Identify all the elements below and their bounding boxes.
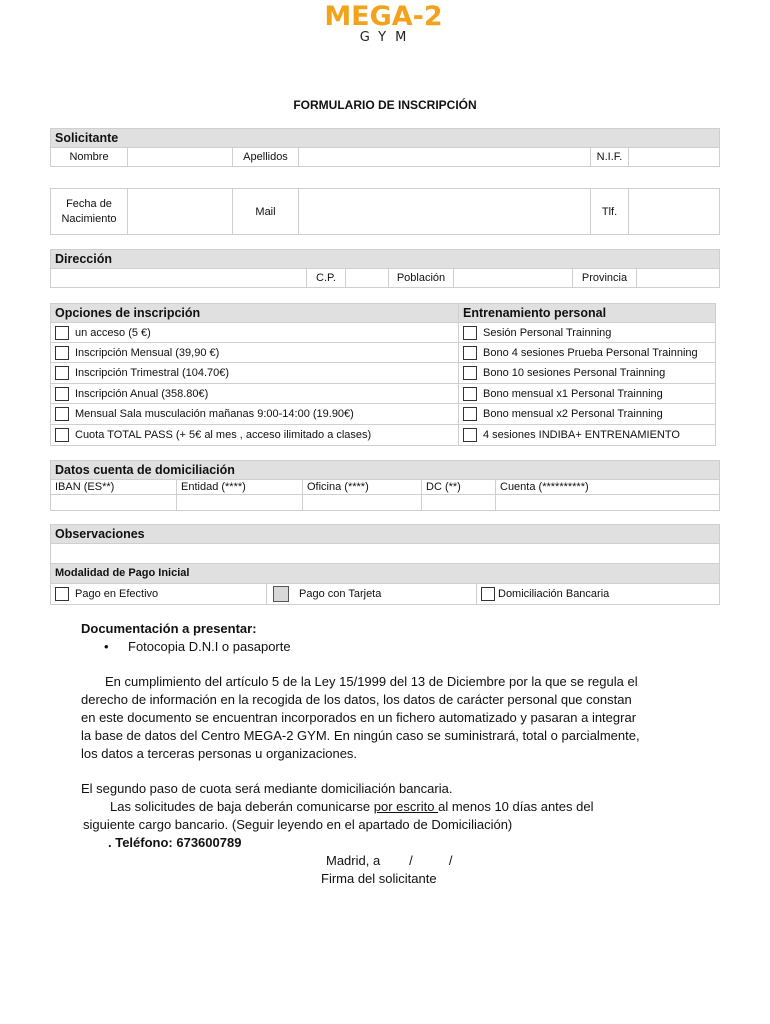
pago-efectivo-option[interactable] [50, 583, 267, 605]
checkbox-icon[interactable] [463, 366, 477, 380]
option-anual[interactable] [50, 383, 459, 404]
pago-domiciliacion-label: Domiciliación Bancaria [498, 588, 610, 600]
option-label: Inscripción Anual (358.80€) [75, 387, 209, 400]
option-un-acceso[interactable] [50, 322, 459, 343]
tlf-field[interactable] [628, 188, 720, 235]
option-label: Inscripción Trimestral (104.70€) [75, 367, 230, 379]
cp-label: C.P. [306, 268, 346, 288]
checkbox-icon[interactable] [463, 387, 477, 401]
option-label: Inscripción Mensual (39,90 €) [75, 346, 220, 359]
checkbox-icon[interactable] [55, 587, 69, 601]
option-label: un acceso (5 €) [75, 326, 151, 339]
logo-sub-text: GYM [359, 30, 416, 45]
pago-efectivo-label: Pago en Efectivo [75, 588, 159, 600]
gym-logo [316, 2, 451, 46]
option-label: Mensual Sala musculación mañanas 9:00-14:00 (19.90€) [75, 408, 354, 420]
legal-line-5: los datos a terceras personas u organizaciones. [81, 746, 358, 761]
baja-por-escrito: por escrito [373, 799, 439, 814]
poblacion-label: Población [388, 268, 454, 288]
option-label: Bono 4 sesiones Prueba Personal Trainning [483, 346, 698, 359]
baja-note-line2: siguiente cargo bancario. (Seguir leyendo en el apartado de Domiciliación) [83, 817, 513, 832]
fecha-nacimiento-line1: Fecha de [66, 197, 112, 210]
telefono: . Teléfono: 673600789 [108, 835, 242, 850]
baja-note [110, 798, 593, 817]
iban-field[interactable] [50, 494, 177, 511]
checkbox-icon[interactable] [55, 428, 69, 442]
dc-label: DC (**) [421, 479, 496, 495]
cuenta-label: Cuenta (**********) [495, 479, 720, 495]
legal-line-1: En cumplimiento del artículo 5 de la Ley 15/1999 del 13 de Diciembre por la que se regula el [105, 674, 638, 689]
fecha-nacimiento-label [50, 188, 128, 235]
pt-bono-10[interactable] [458, 362, 716, 384]
legal-line-3: en este documento se encuentran incorporados en un fichero automatizado y pasaran a integrar [81, 710, 637, 725]
baja-pre: Las solicitudes de baja deberán comunicarse [110, 799, 374, 814]
pt-mensual-x2[interactable] [458, 403, 716, 425]
nombre-field[interactable] [127, 147, 233, 167]
documentacion-title: Documentación a presentar: [81, 621, 257, 636]
checkbox-icon[interactable] [55, 326, 69, 340]
checkbox-icon[interactable] [55, 407, 69, 421]
iban-label: IBAN (ES**) [50, 479, 177, 495]
checkbox-icon[interactable] [463, 326, 477, 340]
oficina-label: Oficina (****) [302, 479, 422, 495]
documentacion-bullet-icon: • [104, 639, 109, 654]
observaciones-header: Observaciones [50, 524, 720, 544]
option-trimestral[interactable] [50, 362, 459, 384]
checkbox-icon[interactable] [463, 407, 477, 421]
option-label: Sesión Personal Trainning [483, 326, 612, 339]
nombre-label: Nombre [50, 147, 128, 167]
madrid-date-line: Madrid, a / / [326, 853, 453, 868]
nif-field[interactable] [628, 147, 720, 167]
solicitante-header: Solicitante [50, 128, 720, 148]
checkbox-icon[interactable] [55, 366, 69, 380]
entrenamiento-header: Entrenamiento personal [458, 303, 716, 323]
pt-bono-4-prueba[interactable] [458, 342, 716, 363]
direccion-field[interactable] [50, 268, 307, 288]
pago-tarjeta-option[interactable] [266, 583, 477, 605]
oficina-field[interactable] [302, 494, 422, 511]
nif-label: N.I.F. [590, 147, 629, 167]
apellidos-label: Apellidos [232, 147, 299, 167]
cuenta-header: Datos cuenta de domiciliación [50, 460, 720, 480]
pago-tarjeta-label: Pago con Tarjeta [299, 588, 382, 600]
cuenta-field[interactable] [495, 494, 720, 511]
firma-solicitante: Firma del solicitante [321, 871, 437, 886]
observaciones-field[interactable] [50, 543, 720, 564]
checkbox-icon[interactable] [55, 387, 69, 401]
direccion-header: Dirección [50, 249, 720, 269]
option-label: Cuota TOTAL PASS (+ 5€ al mes , acceso ilimitado a clases) [75, 429, 372, 441]
checkbox-icon[interactable] [55, 346, 69, 360]
pt-sesion[interactable] [458, 322, 716, 343]
checkbox-icon[interactable] [481, 587, 495, 601]
fecha-nacimiento-field[interactable] [127, 188, 233, 235]
poblacion-field[interactable] [453, 268, 573, 288]
mail-label: Mail [232, 188, 299, 235]
pt-mensual-x1[interactable] [458, 383, 716, 404]
checkbox-icon[interactable] [463, 346, 477, 360]
checkbox-icon[interactable] [463, 428, 477, 442]
apellidos-field[interactable] [298, 147, 591, 167]
cuota-note: El segundo paso de cuota será mediante domiciliación bancaria. [81, 781, 453, 796]
option-total-pass[interactable] [50, 424, 459, 446]
pago-header: Modalidad de Pago Inicial [50, 563, 720, 584]
dc-field[interactable] [421, 494, 496, 511]
checkbox-icon[interactable] [273, 586, 289, 602]
option-sala-mananas[interactable] [50, 403, 459, 425]
cp-field[interactable] [345, 268, 389, 288]
option-label: Bono 10 sesiones Personal Trainning [483, 367, 666, 379]
mail-field[interactable] [298, 188, 591, 235]
logo-main-text: MEGA-2 [324, 1, 443, 32]
pt-indiba[interactable] [458, 424, 716, 446]
opciones-header: Opciones de inscripción [50, 303, 459, 323]
option-label: 4 sesiones INDIBA+ ENTRENAMIENTO [483, 429, 680, 441]
fecha-nacimiento-line2: Nacimiento [61, 212, 117, 225]
option-mensual[interactable] [50, 342, 459, 363]
tlf-label: Tlf. [590, 188, 629, 235]
baja-post: al menos 10 días antes del [438, 799, 594, 814]
legal-line-2: derecho de información en la recogida de los datos, los datos de carácter personal que constan [81, 692, 632, 707]
option-label: Bono mensual x1 Personal Trainning [483, 387, 663, 400]
entidad-field[interactable] [176, 494, 303, 511]
documentacion-item: Fotocopia D.N.I o pasaporte [128, 639, 291, 654]
legal-line-4: la base de datos del Centro MEGA-2 GYM. En ningún caso se suministrará, total o parcialmente, [81, 728, 640, 743]
entidad-label: Entidad (****) [176, 479, 303, 495]
provincia-field[interactable] [636, 268, 720, 288]
provincia-label: Provincia [572, 268, 637, 288]
pago-domiciliacion-option[interactable] [476, 583, 720, 605]
option-label: Bono mensual x2 Personal Trainning [483, 408, 663, 420]
form-title: FORMULARIO DE INSCRIPCIÓN [293, 98, 477, 112]
